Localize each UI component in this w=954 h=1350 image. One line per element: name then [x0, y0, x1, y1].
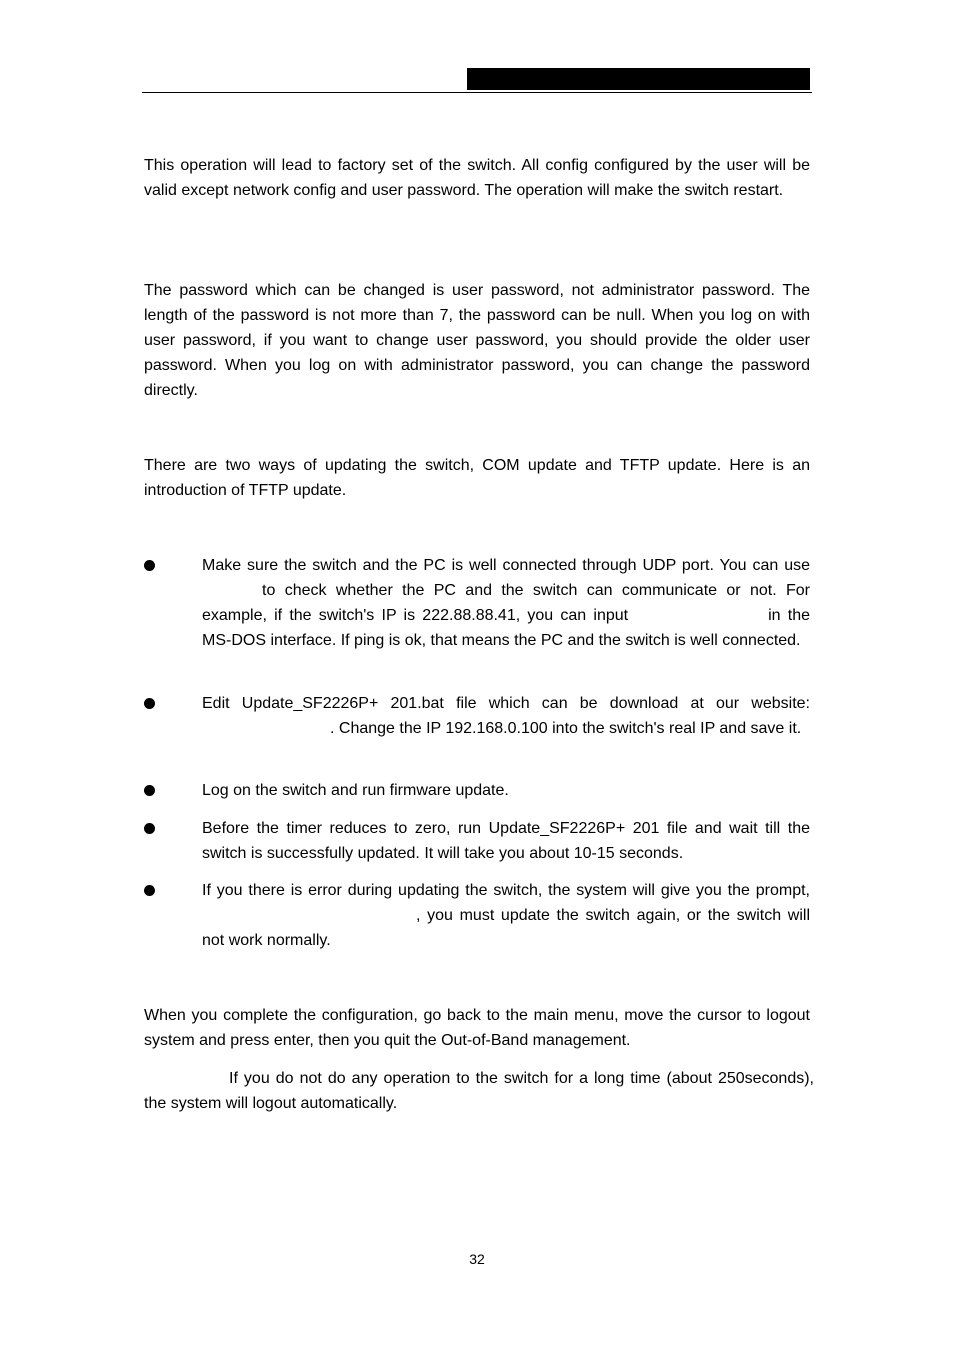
paragraph-factory-reset: This operation will lead to factory set of the switch. All config configured by the user will be valid except network config and user password. The operation will make the switch restart. — [144, 157, 810, 199]
bullet-item — [144, 553, 810, 653]
bullet-dot-icon — [144, 785, 155, 796]
bullet-dot-icon — [144, 885, 155, 896]
bullet-text: Edit Update_SF2226P+ 201.bat file which can be download at our website: . Change the IP 192.168.0.100 into the switch's real IP and save it. — [202, 695, 810, 737]
bullet-item — [144, 778, 810, 803]
paragraph-password: The password which can be changed is user password, not administrator password. The length of the password is not more than 7, the password can be null. When you log on with user password, if you want to change user password, you should provide the older user password. When you log on with administrator password, you can change the password directly. — [144, 282, 810, 399]
bullet-text: Log on the switch and run firmware update. — [202, 782, 509, 799]
bullet-item — [144, 816, 810, 866]
bullet-dot-icon — [144, 698, 155, 709]
paragraph-logout: When you complete the configuration, go back to the main menu, move the cursor to logout system and press enter, then you quit the Out-of-Band management. — [144, 1007, 810, 1049]
paragraph-update-intro: There are two ways of updating the switch, COM update and TFTP update. Here is an introduction of TFTP update. — [144, 457, 810, 499]
page-number: 32 — [469, 1251, 485, 1267]
bullet-text: Before the timer reduces to zero, run Update_SF2226P+ 201 file and wait till the switch is successfully updated. It will take you about 10-15 seconds. — [202, 820, 810, 862]
paragraph-auto-logout: If you do not do any operation to the switch for a long time (about 250seconds), the system will logout automatically. — [144, 1070, 814, 1112]
bullet-dot-icon — [144, 560, 155, 571]
bullet-text: If you there is error during updating the switch, the system will give you the prompt, , you must update the switch again, or the switch will not work normally. — [202, 882, 810, 949]
header-bar — [467, 68, 810, 90]
bullet-text: Make sure the switch and the PC is well connected through UDP port. You can useto check whether the PC and the switch can communicate or not. For example, if the switch's IP is 222.88.88.41, you can input in the MS-DOS interface. If ping is ok, that means the PC and the switch is well connected. — [202, 557, 811, 649]
bullet-dot-icon — [144, 823, 155, 834]
header-rule — [142, 92, 812, 93]
bullet-item — [144, 878, 810, 953]
bullet-item — [144, 691, 810, 741]
